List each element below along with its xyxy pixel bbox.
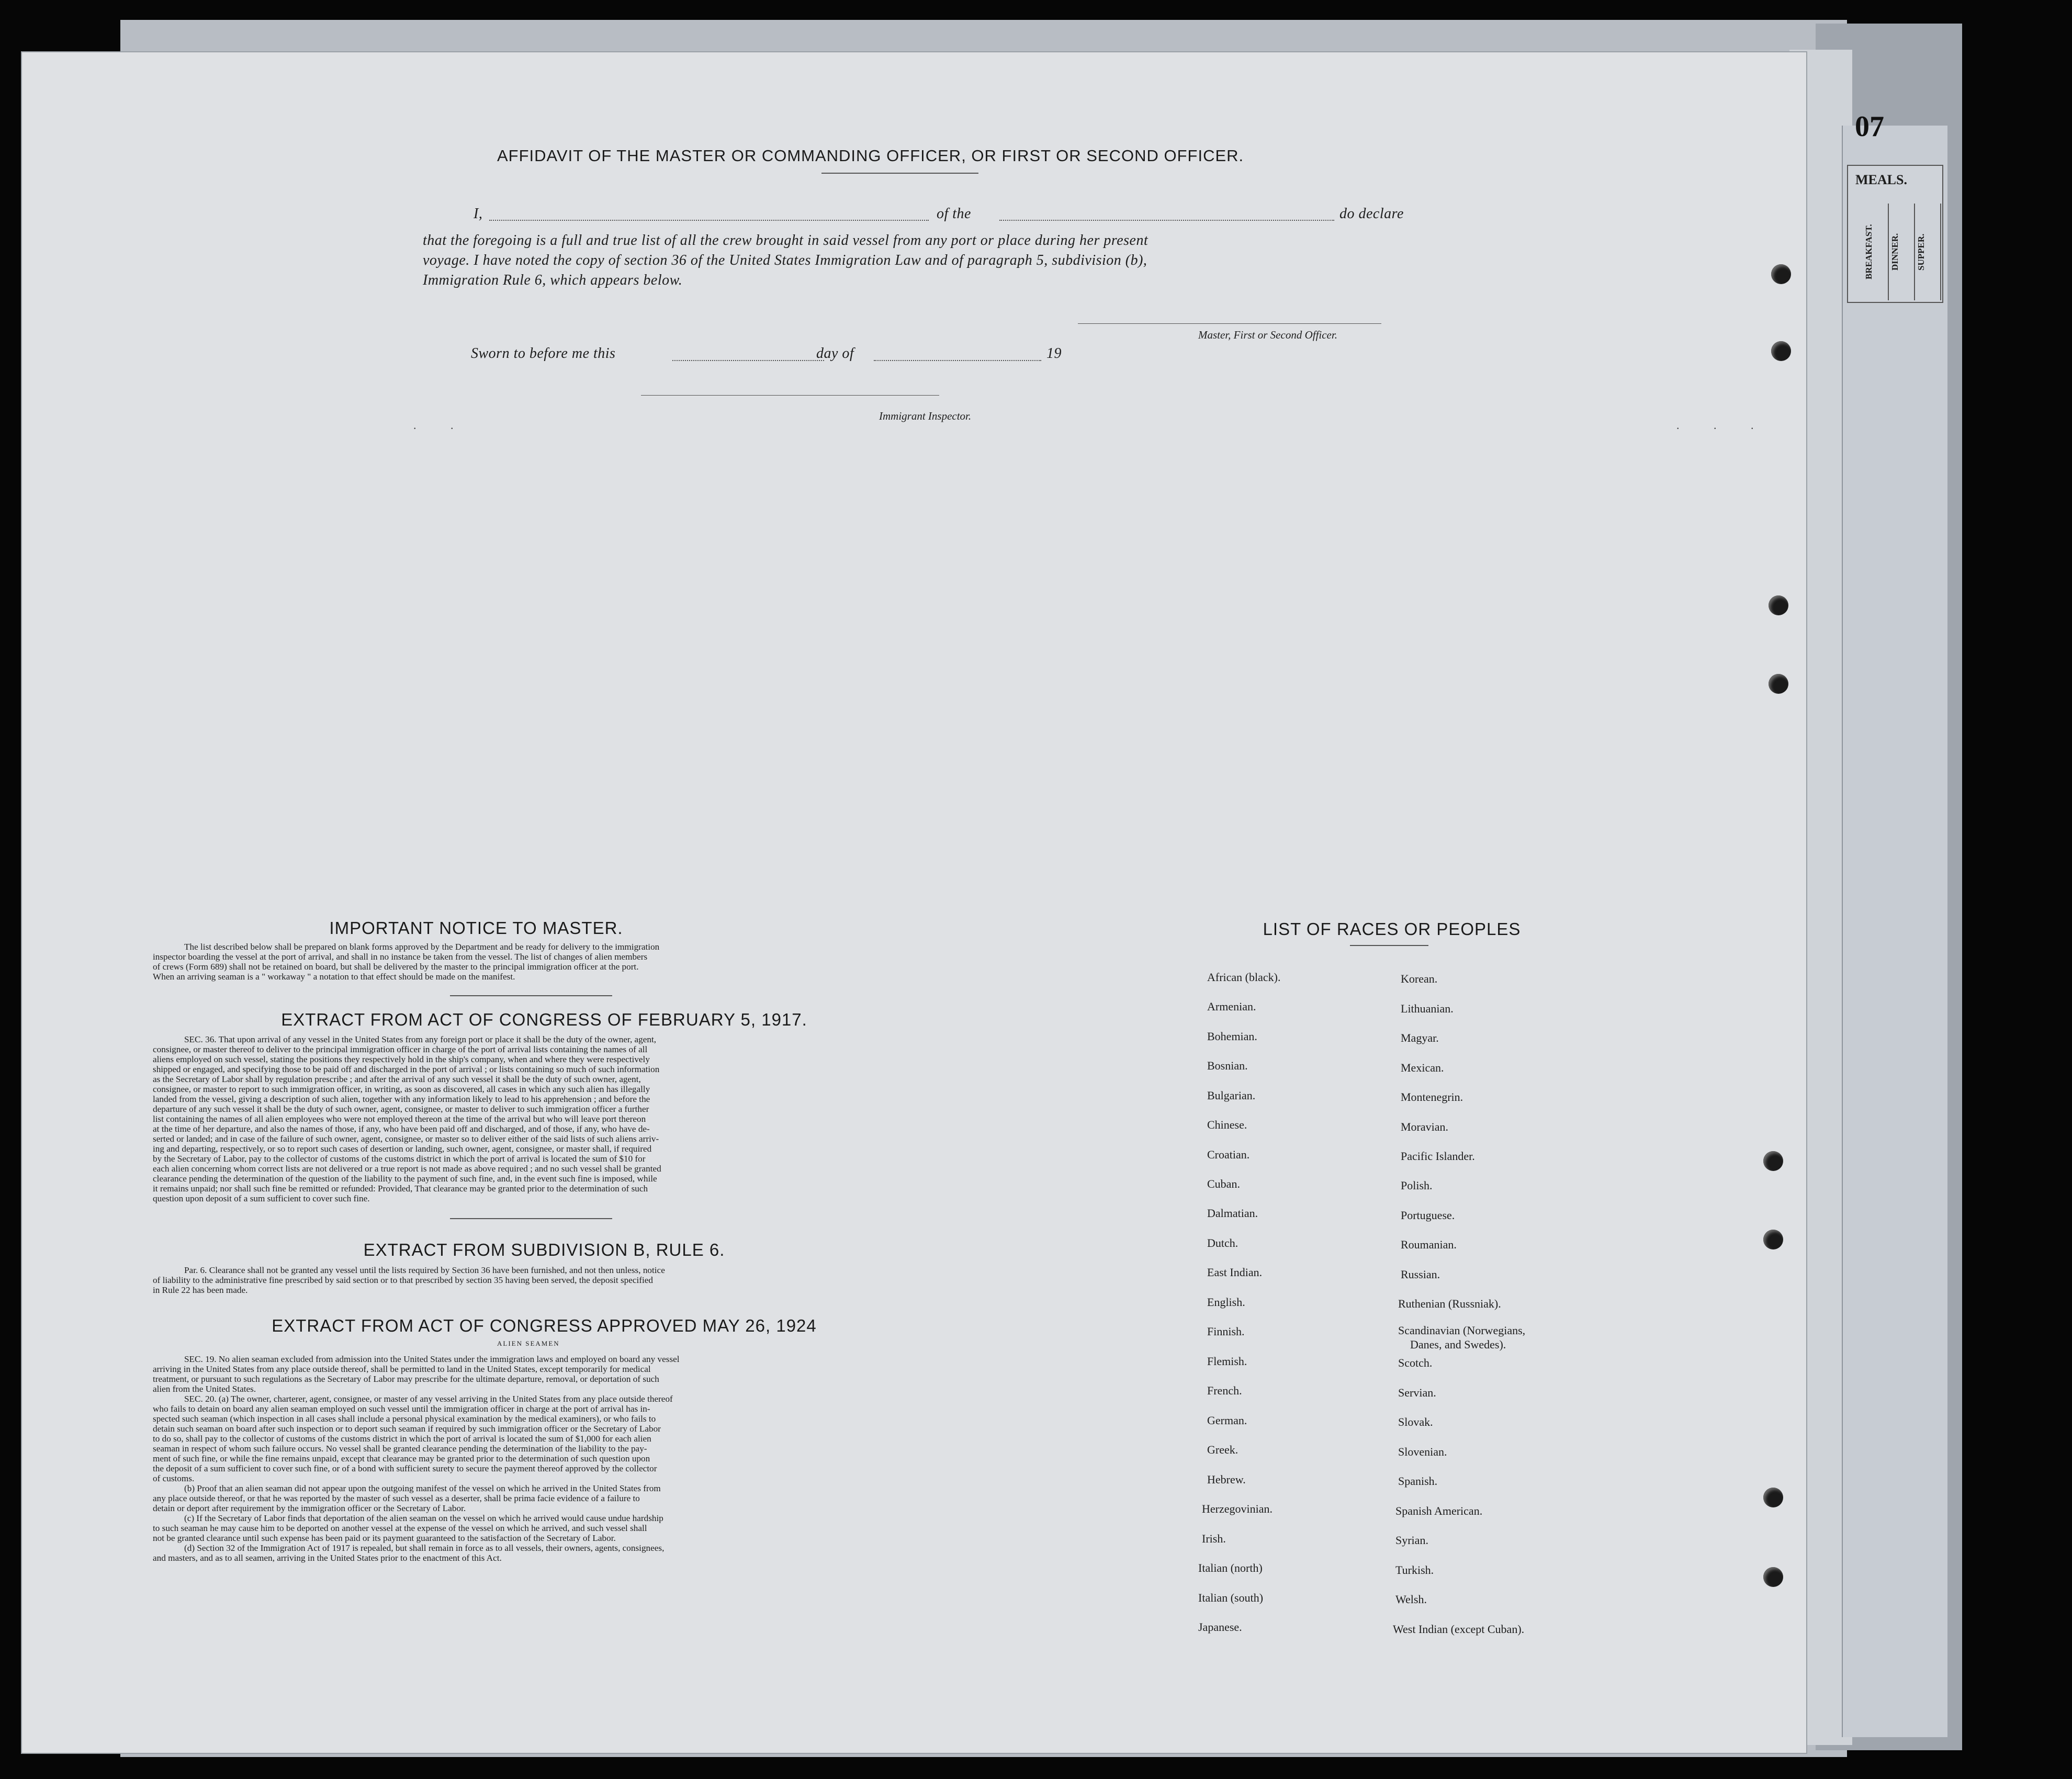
race-item: Lithuanian. [1401,1002,1454,1015]
race-item: African (black). [1207,971,1281,984]
race-item: Croatian. [1207,1148,1250,1161]
inspector-signature-line[interactable] [641,395,939,396]
extract-1924-line: to do so, shall pay to the collector of customs of the customs district in which the port of arrival is located the sum of $1,000 for each alien [153,1434,651,1444]
race-item: Bulgarian. [1207,1089,1256,1102]
extract-1924-line: (c) If the Secretary of Labor finds that deportation of the alien seaman on the vessel on which he arrived would cause undue hardship [184,1513,663,1523]
extract-1917-line: aliens employed on such vessel, stating the positions they respectively hold in the ship's company, when and where they were respectively [153,1054,650,1064]
race-item: Scandinavian (Norwegians, [1398,1324,1526,1337]
binder-hole [1769,674,1788,694]
race-item: Scotch. [1398,1356,1433,1369]
extract-1917-line: consignee, or master thereof to deliver to the principal immigration officer in charge of the port of arrival lists containing the names of all [153,1044,648,1054]
race-item: English. [1207,1296,1245,1309]
extract-1924-line: detain or deport after requirement by the immigration officer or the Secretary of Labor. [153,1503,466,1513]
extract-1924-line: alien from the United States. [153,1384,256,1394]
binder-hole [1763,1230,1783,1249]
extract-1917-line: it remains unpaid; nor shall such fine be remitted or refunded: Provided, That clearance may be granted prior to the determination of such [153,1184,648,1193]
extract-1924-line: seaman in respect of whom such failure occurs. No vessel shall be granted clearance pending the determination of the liability to the pay- [153,1444,647,1454]
meals-col-breakfast: BREAKFAST. [1864,204,1889,300]
race-item: Moravian. [1401,1120,1449,1133]
extract-1924-line: ment of such fine, or while the fine remains unpaid, except that clearance may be granted prior to the determination of such question upon [153,1454,650,1463]
race-item: Finnish. [1207,1325,1245,1338]
extract-1924-title: EXTRACT FROM ACT OF CONGRESS APPROVED MAY 26, 1924 [272,1316,817,1335]
race-item: Bosnian. [1207,1059,1248,1072]
extract-1924-line: who fails to detain on board any alien seaman employed on such vessel until the immigration officer in charge at the port of arrival has in- [153,1404,650,1414]
extract-1924-subtitle: ALIEN SEAMEN [497,1339,560,1347]
year-prefix: 19 [1046,345,1062,362]
extract-1917-line: each alien concerning whom correct lists are not delivered or a true report is not made as above required ; and no such vessel shall be granted [153,1164,661,1174]
race-item: Korean. [1401,972,1438,985]
binder-hole [1769,595,1788,615]
race-item: Welsh. [1395,1593,1427,1606]
extract-1917-line: shipped or engaged, and specifying those to be paid off and discharged in the port of arrival ; or lists containing so much of such information [153,1064,660,1074]
sworn-day-blank[interactable] [672,360,824,361]
extract-1917-line: ing and departing, respectively, or so to report such cases of desertion or landing, such owner, agent, consignee, or master shall, if required [153,1144,652,1154]
race-item: Hebrew. [1207,1473,1246,1486]
extract-1917-rule [450,1218,612,1219]
race-item: German. [1207,1414,1247,1427]
race-item: Pacific Islander. [1401,1150,1475,1163]
master-label: Master, First or Second Officer. [1198,329,1337,341]
extract-1917-title: EXTRACT FROM ACT OF CONGRESS OF FEBRUARY 5, 1917. [281,1010,807,1029]
affidavit-title: AFFIDAVIT OF THE MASTER OR COMMANDING OFFICER, OR FIRST OR SECOND OFFICER. [497,147,1244,165]
extract-1917-body [153,1034,932,1203]
extract-1924-line: to such seaman he may cause him to be deported on another vessel at the expense of the vessel on which he arrived, and such vessel shall [153,1523,647,1533]
vessel-blank[interactable] [999,220,1334,221]
race-item: Greek. [1207,1443,1238,1456]
race-item: Mexican. [1401,1061,1444,1074]
race-item: Cuban. [1207,1177,1240,1190]
extract-1924-line: (d) Section 32 of the Immigration Act of 1917 is repealed, but shall remain in force as to all vessels, their owners, agents, consignees, [184,1543,665,1553]
binder-hole [1771,264,1791,284]
sworn-month-blank[interactable] [874,360,1041,361]
meals-col-supper: SUPPER. [1916,204,1941,300]
meals-box [1847,165,1943,303]
extract-1917-line: departure of any such vessel it shall be the duty of such owner, agent, consignee, or master to deliver to such immigration officer a further [153,1104,649,1114]
affidavit-i: I, [474,206,483,222]
race-item: Chinese. [1207,1118,1247,1131]
race-item: Japanese. [1198,1620,1242,1634]
extract-1924-line: (b) Proof that an alien seaman did not appear upon the outgoing manifest of the vessel on which he arrived in the United States from [184,1483,661,1493]
race-item: Polish. [1401,1179,1433,1192]
race-item: Italian (south) [1198,1591,1264,1604]
extract-1924-line: not be granted clearance until such expense has been paid or its payment guaranteed to the satisfaction of the Secretary of Labor. [153,1533,616,1543]
sheet-number: 07 [1855,110,1884,143]
subdivision-b-title: EXTRACT FROM SUBDIVISION B, RULE 6. [363,1240,725,1259]
extract-1924-line: treatment, or pursuant to such regulations as the Secretary of Labor may prescribe for the ultimate departure, removal, or deportation of such [153,1374,659,1384]
notice-title: IMPORTANT NOTICE TO MASTER. [329,918,623,938]
day-of-text: day of [816,345,854,362]
notice-line: inspector boarding the vessel at the port of arrival, and shall in no instance be taken from the vessel. The list of changes of alien members [153,952,648,962]
sworn-text: Sworn to before me this [471,345,616,362]
subdivision-b-line: in Rule 22 has been made. [153,1285,248,1295]
race-item: Armenian. [1207,1000,1256,1013]
races-rule [1350,945,1428,946]
race-item: Irish. [1202,1532,1226,1545]
races-title: LIST OF RACES OR PEOPLES [1263,919,1521,939]
extract-1924-line: SEC. 19. No alien seaman excluded from admission into the United States under the immigration laws and employed on board any vessel [184,1354,680,1364]
extract-1924-line: spected such seaman (which inspection in all cases shall include a personal physical examination by the medical examiners), or who fails to [153,1414,656,1424]
notice-body [153,942,932,982]
race-item: Dutch. [1207,1236,1238,1249]
name-blank[interactable] [489,220,929,221]
race-item: Turkish. [1395,1563,1434,1577]
race-item: Portuguese. [1401,1209,1455,1222]
affidavit-declare: do declare [1339,206,1404,222]
subdivision-b-line: Par. 6. Clearance shall not be granted any vessel until the lists required by Section 36 have been furnished, and not then unless, notice [184,1265,665,1275]
race-item: Syrian. [1395,1534,1428,1547]
race-item: Servian. [1398,1386,1436,1399]
extract-1917-line: list containing the names of all alien employees who were not employed thereon at the time of the arrival but who will leave port thereon [153,1114,646,1124]
extract-1924-line: SEC. 20. (a) The owner, charterer, agent, consignee, or master of any vessel arriving in the United States from any place outside thereof [184,1394,673,1404]
binder-hole [1763,1151,1783,1171]
extract-1924-line: the deposit of a sum sufficient to cover such fine, or of a bond with sufficient surety to secure the payment thereof approved by the collector [153,1463,657,1473]
race-item: Bohemian. [1207,1030,1257,1043]
ledger-strip [1842,126,1947,1737]
binder-hole [1771,341,1791,361]
meals-col-dinner: DINNER. [1890,204,1915,300]
master-signature-line[interactable] [1078,323,1381,324]
extract-1917-line: landed from the vessel, giving a description of such alien, together with any information likely to lead to his apprehension ; and before the [153,1094,650,1104]
race-item: Spanish. [1398,1474,1438,1488]
extract-1917-line: at the time of her departure, and also the names of those, if any, who have been paid off and discharged, and of those, if any, who have de- [153,1124,650,1134]
notice-rule [450,995,612,996]
meals-title: MEALS. [1855,172,1907,187]
subdivision-b-body [153,1265,932,1295]
extract-1917-line: question upon deposit of a sum sufficient to cover such fine. [153,1193,370,1203]
race-item: Magyar. [1401,1031,1439,1044]
race-item: Russian. [1401,1268,1440,1281]
extract-1917-line: serted or landed; and in case of the failure of such owner, agent, consignee, or master so to deliver either of the said lists of such aliens arriv- [153,1134,659,1144]
extract-1917-line: by the Secretary of Labor, pay to the collector of customs of the customs district in which the port of arrival is located the sum of $10 for [153,1154,646,1164]
race-item: Dalmatian. [1207,1207,1258,1220]
dot-marks: . . . . . [413,419,1770,432]
extract-1924-line: of customs. [153,1473,195,1483]
race-item: Herzegovinian. [1202,1502,1273,1515]
subdivision-b-line: of liability to the administrative fine prescribed by said section or to that prescribed by section 35 having been served, the deposit specified [153,1275,654,1285]
extract-1924-line: any place outside thereof, or that he was reported by the master of such vessel as a deserter, shall be prima facie evidence of a failure to [153,1493,640,1503]
race-item-cont: Danes, and Swedes). [1410,1338,1506,1351]
binder-hole [1763,1567,1783,1587]
affidavit-of-the: of the [937,206,971,222]
race-item: Ruthenian (Russniak). [1398,1297,1501,1310]
extract-1924-line: and masters, and as to all seamen, arriving in the United States prior to the enactment of this Act. [153,1553,502,1563]
affidavit-line-3: voyage. I have noted the copy of section 36 of the United States Immigration Law and of paragraph 5, subdivision (b), [423,252,1147,268]
race-item: West Indian (except Cuban). [1393,1623,1525,1636]
race-item: Slovenian. [1398,1445,1447,1458]
notice-line: When an arriving seaman is a " workaway " a notation to that effect should be made on the manifest. [153,972,515,982]
race-item: French. [1207,1384,1242,1397]
race-item: Roumanian. [1401,1238,1457,1251]
race-item: East Indian. [1207,1266,1263,1279]
inspector-label: Immigrant Inspector. [879,410,972,422]
affidavit-line-2: that the foregoing is a full and true list of all the crew brought in said vessel from any port or place during her present [423,232,1148,249]
extract-1917-line: as the Secretary of Labor shall by regulation prescribe ; and after the arrival of any such vessel it shall be the duty of such owner, agent, [153,1074,641,1084]
notice-line: The list described below shall be prepared on blank forms approved by the Department and be ready for delivery to the immigration [184,942,660,952]
extract-1924-body [153,1354,932,1563]
extract-1924-line: arriving in the United States from any place outside thereof, shall be permitted to land in the United States, except temporarily for medical [153,1364,651,1374]
extract-1917-line: SEC. 36. That upon arrival of any vessel in the United States from any foreign port or place it shall be the duty of the owner, agent, [184,1034,657,1044]
title-rule [821,173,978,174]
extract-1924-line: detain such seaman on board after such inspection or to deport such seaman if required by such immigration officer or the Secretary of Labor [153,1424,661,1434]
race-item: Italian (north) [1198,1561,1263,1574]
extract-1917-line: clearance pending the determination of the question of the liability to the payment of such fine, and, in the event such fine is imposed, while [153,1174,657,1184]
race-item: Flemish. [1207,1355,1247,1368]
notice-line: of crews (Form 689) shall not be retained on board, but shall be delivered by the master to the principal immigration officer at the port. [153,962,639,972]
binder-hole [1763,1488,1783,1507]
affidavit-line-4: Immigration Rule 6, which appears below. [423,272,683,288]
race-item: Spanish American. [1395,1504,1483,1517]
race-item: Slovak. [1398,1415,1433,1428]
extract-1917-line: consignee, or master to report to such immigration officer, in writing, as soon as discovered, all cases in which any such alien has illegally [153,1084,650,1094]
race-item: Montenegrin. [1401,1090,1463,1104]
